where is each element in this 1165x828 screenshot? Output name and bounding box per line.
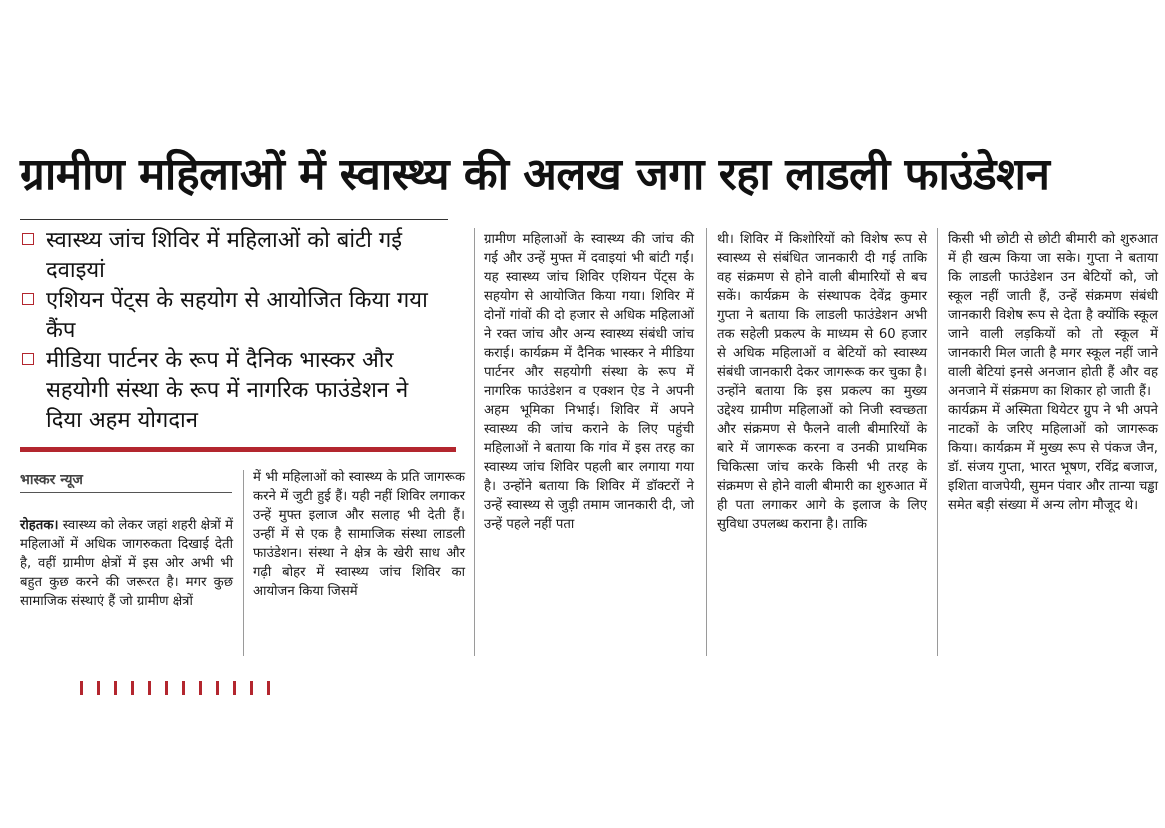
body-column-3	[484, 230, 694, 534]
highlights-list	[20, 226, 450, 436]
column-divider	[243, 470, 244, 656]
body-column-5	[948, 230, 1158, 515]
highlight-text: मीडिया पार्टनर के रूप में दैनिक भास्कर और सहयोगी संस्था के रूप में नागरिक फाउंडेशन ने दिया अहम योगदान	[46, 348, 409, 433]
body-column-2	[253, 468, 465, 601]
highlight-text: स्वास्थ्य जांच शिविर में महिलाओं को बांटी गई दवाइयां	[46, 228, 403, 283]
body-column-4	[717, 230, 927, 534]
column-divider	[706, 228, 707, 656]
body-text: कार्यक्रम में अस्मिता थियेटर ग्रुप ने भी अपने नाटकों के जरिए महिलाओं को जागरूक किया। कार्यक्रम में मुख्य रूप से पंकज जैन, डॉ. संजय गुप्ता, भारत भूषण, रविंद्र बजाज, इशिता वाजपेयी, सुमन पंवार और तान्या चड्ढा समेत बड़ी संख्या में अन्य लोग मौजूद थे।	[948, 403, 1158, 513]
column-divider	[937, 228, 938, 656]
cropped-next-headline	[80, 680, 350, 696]
body-text: में भी महिलाओं को स्वास्थ्य के प्रति जागरूक करने में जुटी हुई हैं। यही नहीं शिविर लगाकर उन्हें मुफ्त इलाज और सलाह भी देती हैं। उन्हीं में से एक है सामाजिक संस्था लाडली फाउंडेशन। संस्था ने क्षेत्र के खेरी साध और गढ़ी बोहर में स्वास्थ्य जांच शिविर का आयोजन किया जिसमें	[253, 470, 465, 599]
column-divider	[474, 228, 475, 656]
dateline: रोहतक।	[20, 518, 59, 533]
highlight-item	[20, 286, 450, 346]
body-text: स्वास्थ्य को लेकर जहां शहरी क्षेत्रों में महिलाओं में अधिक जागरुकता दिखाई देती है, वहीं ग्रामीण क्षेत्रों में इस ओर अभी भी बहुत कुछ करने की जरूरत है। मगर कुछ सामाजिक संस्थाएं हैं जो ग्रामीण क्षेत्रों	[20, 518, 233, 609]
highlight-item	[20, 346, 450, 436]
byline: भास्कर न्यूज	[20, 470, 232, 493]
body-text: थी। शिविर में किशोरियों को विशेष रूप से स्वास्थ्य से संबंधित जानकारी दी गई ताकि वह संक्रमण से होने वाली बीमारियों से बच सकें। कार्यक्रम के संस्थापक देवेंद्र कुमार गुप्ता ने बताया कि लाडली फाउंडेशन अभी तक सहेली प्रकल्प के माध्यम से 60 हजार से अधिक महिलाओं व बेटियों को स्वास्थ्य संबंधी जानकारी देकर जागरूक कर चुका है। उन्होंने बताया कि इस प्रकल्प का मुख्य उद्देश्य ग्रामीण महिलाओं को निजी स्वच्छता और संक्रमण से फैलने वाली बीमारियों के बारे में जागरूक करना व उनकी प्राथमिक चिकित्सा जांच करके किसी भी तरह के संक्रमण से होने वाली बीमारी का शुरुआत में ही पता लगाकर आगे के इलाज के लिए सुविधा उपलब्ध कराना है। ताकि	[717, 232, 927, 532]
body-column-1	[20, 516, 233, 611]
headline: ग्रामीण महिलाओं में स्वास्थ्य की अलख जगा रहा लाडली फाउंडेशन	[20, 149, 1050, 200]
square-bullet-icon	[22, 293, 34, 305]
highlight-text: एशियन पेंट्स के सहयोग से आयोजित किया गया कैंप	[46, 288, 428, 343]
body-text: किसी भी छोटी से छोटी बीमारी को शुरुआत में ही खत्म किया जा सके। गुप्ता ने बताया कि लाडली फाउंडेशन उन बेटियों को, जो स्कूल नहीं जाती हैं, उन्हें संक्रमण संबंधी जानकारी विशेष रूप से देता है क्योंकि स्कूल जाने वाली लड़कियों को तो स्कूल में जानकारी मिल जाती है मगर स्कूल नहीं जाने वाली बेटियां इनसे अनजान होती हैं और वह अनजाने में संक्रमण का शिकार हो जाती हैं।	[948, 232, 1158, 399]
highlights-bottom-rule	[20, 447, 456, 452]
body-text: ग्रामीण महिलाओं के स्वास्थ्य की जांच की गई और उन्हें मुफ्त में दवाइयां भी बांटी गईं। यह स्वास्थ्य जांच शिविर एशियन पेंट्स के सहयोग से आयोजित किया गया। शिविर में दोनों गांवों की दो हजार से अधिक महिलाओं ने रक्त जांच और अन्य स्वास्थ्य संबंधी जांच कराई। कार्यक्रम में दैनिक भास्कर ने मीडिया पार्टनर और सहयोगी संस्था के रूप में नागरिक फाउंडेशन व एक्शन ऐड ने अपनी अहम भूमिका निभाई। शिविर में अपने स्वास्थ्य की जांच कराने के लिए पहुंची महिलाओं ने बताया कि गांव में इस तरह का स्वास्थ्य जांच शिविर पहली बार लगाया गया है। उन्होंने बताया कि शिविर में डॉक्टरों ने उन्हें स्वास्थ्य से जुड़ी तमाम जानकारी दी, जो उन्हें पहले नहीं पता	[484, 232, 694, 532]
highlight-item	[20, 226, 450, 286]
square-bullet-icon	[22, 353, 34, 365]
highlights-top-rule	[20, 219, 448, 220]
square-bullet-icon	[22, 233, 34, 245]
